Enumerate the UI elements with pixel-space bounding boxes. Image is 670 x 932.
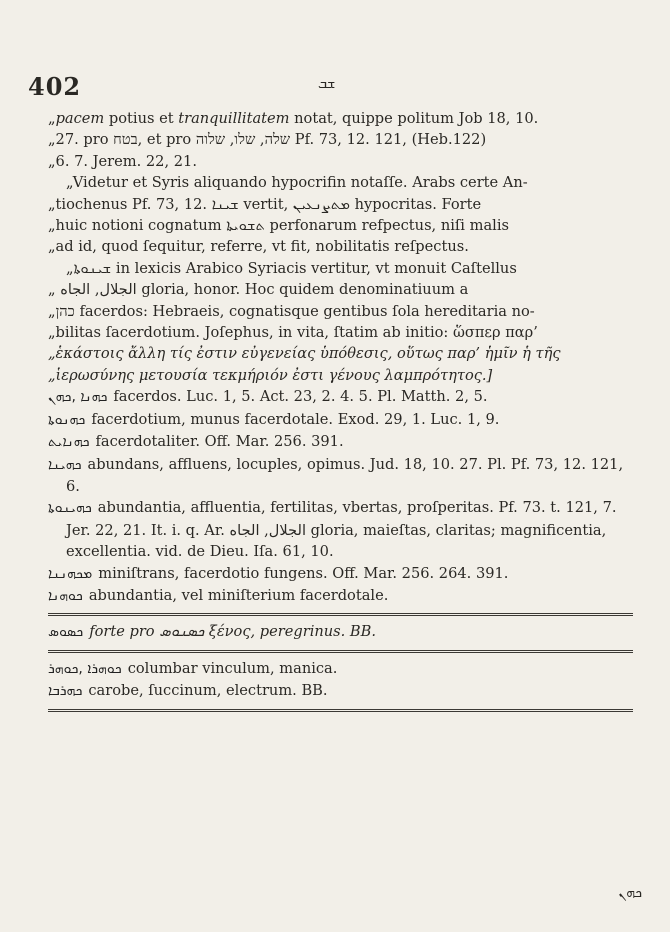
text-line: „tiochenus Pf. 73, 12. ܫܝܢܐ vertit, ܡܬܨܢܥܝܢ hypocritas. Forte xyxy=(48,195,482,213)
syriac-headword: ܟܗܝܢܐ xyxy=(48,456,82,473)
entry-definition: facerdos. Luc. 1, 5. Act. 23, 2. 4. 5. Pl. Matth. 2, 5. xyxy=(113,388,488,406)
dictionary-entry xyxy=(48,563,633,585)
dictionary-entry xyxy=(48,497,633,562)
syriac-headword: ܟܘܗܢܐ xyxy=(48,587,83,604)
syriac-headword: ܟܗܝܢܘܬܐ xyxy=(48,500,92,517)
dictionary-entry xyxy=(48,658,633,680)
entry-definition: abundantia, vel miniſterium facerdotale. xyxy=(88,586,389,604)
syriac-headword: ܟܗܢܐܝܬ xyxy=(48,434,90,451)
page-number: 402 xyxy=(28,72,82,101)
entry-definition: facerdotaliter. Off. Mar. 256. 391. xyxy=(95,433,344,451)
text-line: „ad id, quod ſequitur, referre, vt fit, nobilitatis reſpectus. xyxy=(48,238,469,256)
text-line: „huic notioni cognatum ܬܫܘܝܬܐ perfonarum refpectus, niſi malis xyxy=(48,217,509,235)
running-head: ܫܒ xyxy=(318,76,336,92)
text-line: „ الجلال, الجاه gloria, honor. Hoc quidem denominatiuum a xyxy=(48,281,469,299)
text-line: „כהן facerdos: Hebraeis, cognatisque gentibus ſola hereditaria no- xyxy=(48,302,535,320)
text-line: „bilitas ſacerdotium. Joſephus, in vita, ſtatim ab initio: ὥσπερ παρ’ xyxy=(48,324,538,342)
entry-definition: abundans, affluens, locuples, opimus. Jud. 18, 10. 27. Pl. Pf. 73, 12. 121, 6. xyxy=(66,455,624,495)
page-body xyxy=(48,108,633,717)
syriac-headword: ܟܗܢܘܬܐ xyxy=(48,411,86,428)
dictionary-entry xyxy=(48,386,633,408)
dictionary-entry xyxy=(48,680,633,702)
entry-definition: columbar vinculum, manica. xyxy=(127,659,338,677)
section-divider xyxy=(48,650,633,653)
dictionary-entry xyxy=(48,431,633,453)
syriac-headword: ܡܟܗܢܢܐ xyxy=(48,565,93,582)
entry-definition: abundantia, affluentia, fertilitas, vbertas, proſperitas. Pf. 73. t. 121, 7. Jer. 22, 21. It. i. q. Ar. الجلال, الجاه gloria, maieſtas, claritas; magnificentia, excellentia. vid. de Dieu. Iſa. 61, 10. xyxy=(66,499,617,561)
text-line: „27. pro בטח, et pro שלה, שלו, שלוה Pf. 73, 12. 121, (Heb.122) xyxy=(48,131,487,149)
entry-definition: carobe, ſuccinum, electrum. BB. xyxy=(88,682,328,700)
dictionary-entry xyxy=(48,585,633,607)
syriac-headword: ܟܣܘܣ xyxy=(48,624,84,641)
dictionary-entry xyxy=(48,409,633,431)
dictionary-entry xyxy=(48,454,633,498)
entry-definition: miniſtrans, facerdotio fungens. Off. Mar. 256. 264. 391. xyxy=(98,564,509,582)
dictionary-entry xyxy=(48,621,633,643)
catchword: ܟܗܢ xyxy=(618,885,642,901)
syriac-headword: ܟܗܢܐ ,ܟܗܢ xyxy=(48,389,108,406)
text-line: „Videtur et Syris aliquando hypocrifin notaſſe. Arabs certe An- xyxy=(66,174,528,192)
entry-definition: forte pro ܟܣܢܘܣ ξένος, peregrinus. BB. xyxy=(89,623,377,641)
section-divider xyxy=(48,709,633,712)
section-divider xyxy=(48,613,633,616)
syriac-headword: ܟܗܪܒܐ xyxy=(48,683,83,700)
text-line: „6. 7. Jerem. 22, 21. xyxy=(48,152,197,170)
greek-line: „ἱερωσύνης μετουσία τεκμήριόν ἐστι γένους λαμπρότητος.] xyxy=(48,366,493,384)
entry-definition: facerdotium, munus facerdotale. Exod. 29, 1. Luc. 1, 9. xyxy=(91,410,500,428)
greek-line: „ἑκάστοις ἄλλη τίς ἐστιν εὐγενείας ὑπόθεσις, οὕτως παρ’ ἡμῖν ἡ τῆς xyxy=(48,345,561,363)
text-line: „pacem potius et tranquillitatem notat, quippe politum Job 18, 10. xyxy=(48,110,539,127)
syriac-headword: ܟܘܗܪܐ ,ܟܘܗܪ xyxy=(48,660,122,677)
text-line: „ܫܝܢܘܬܐ in lexicis Arabico Syriacis vertitur, vt monuit Caſtellus xyxy=(66,259,517,277)
